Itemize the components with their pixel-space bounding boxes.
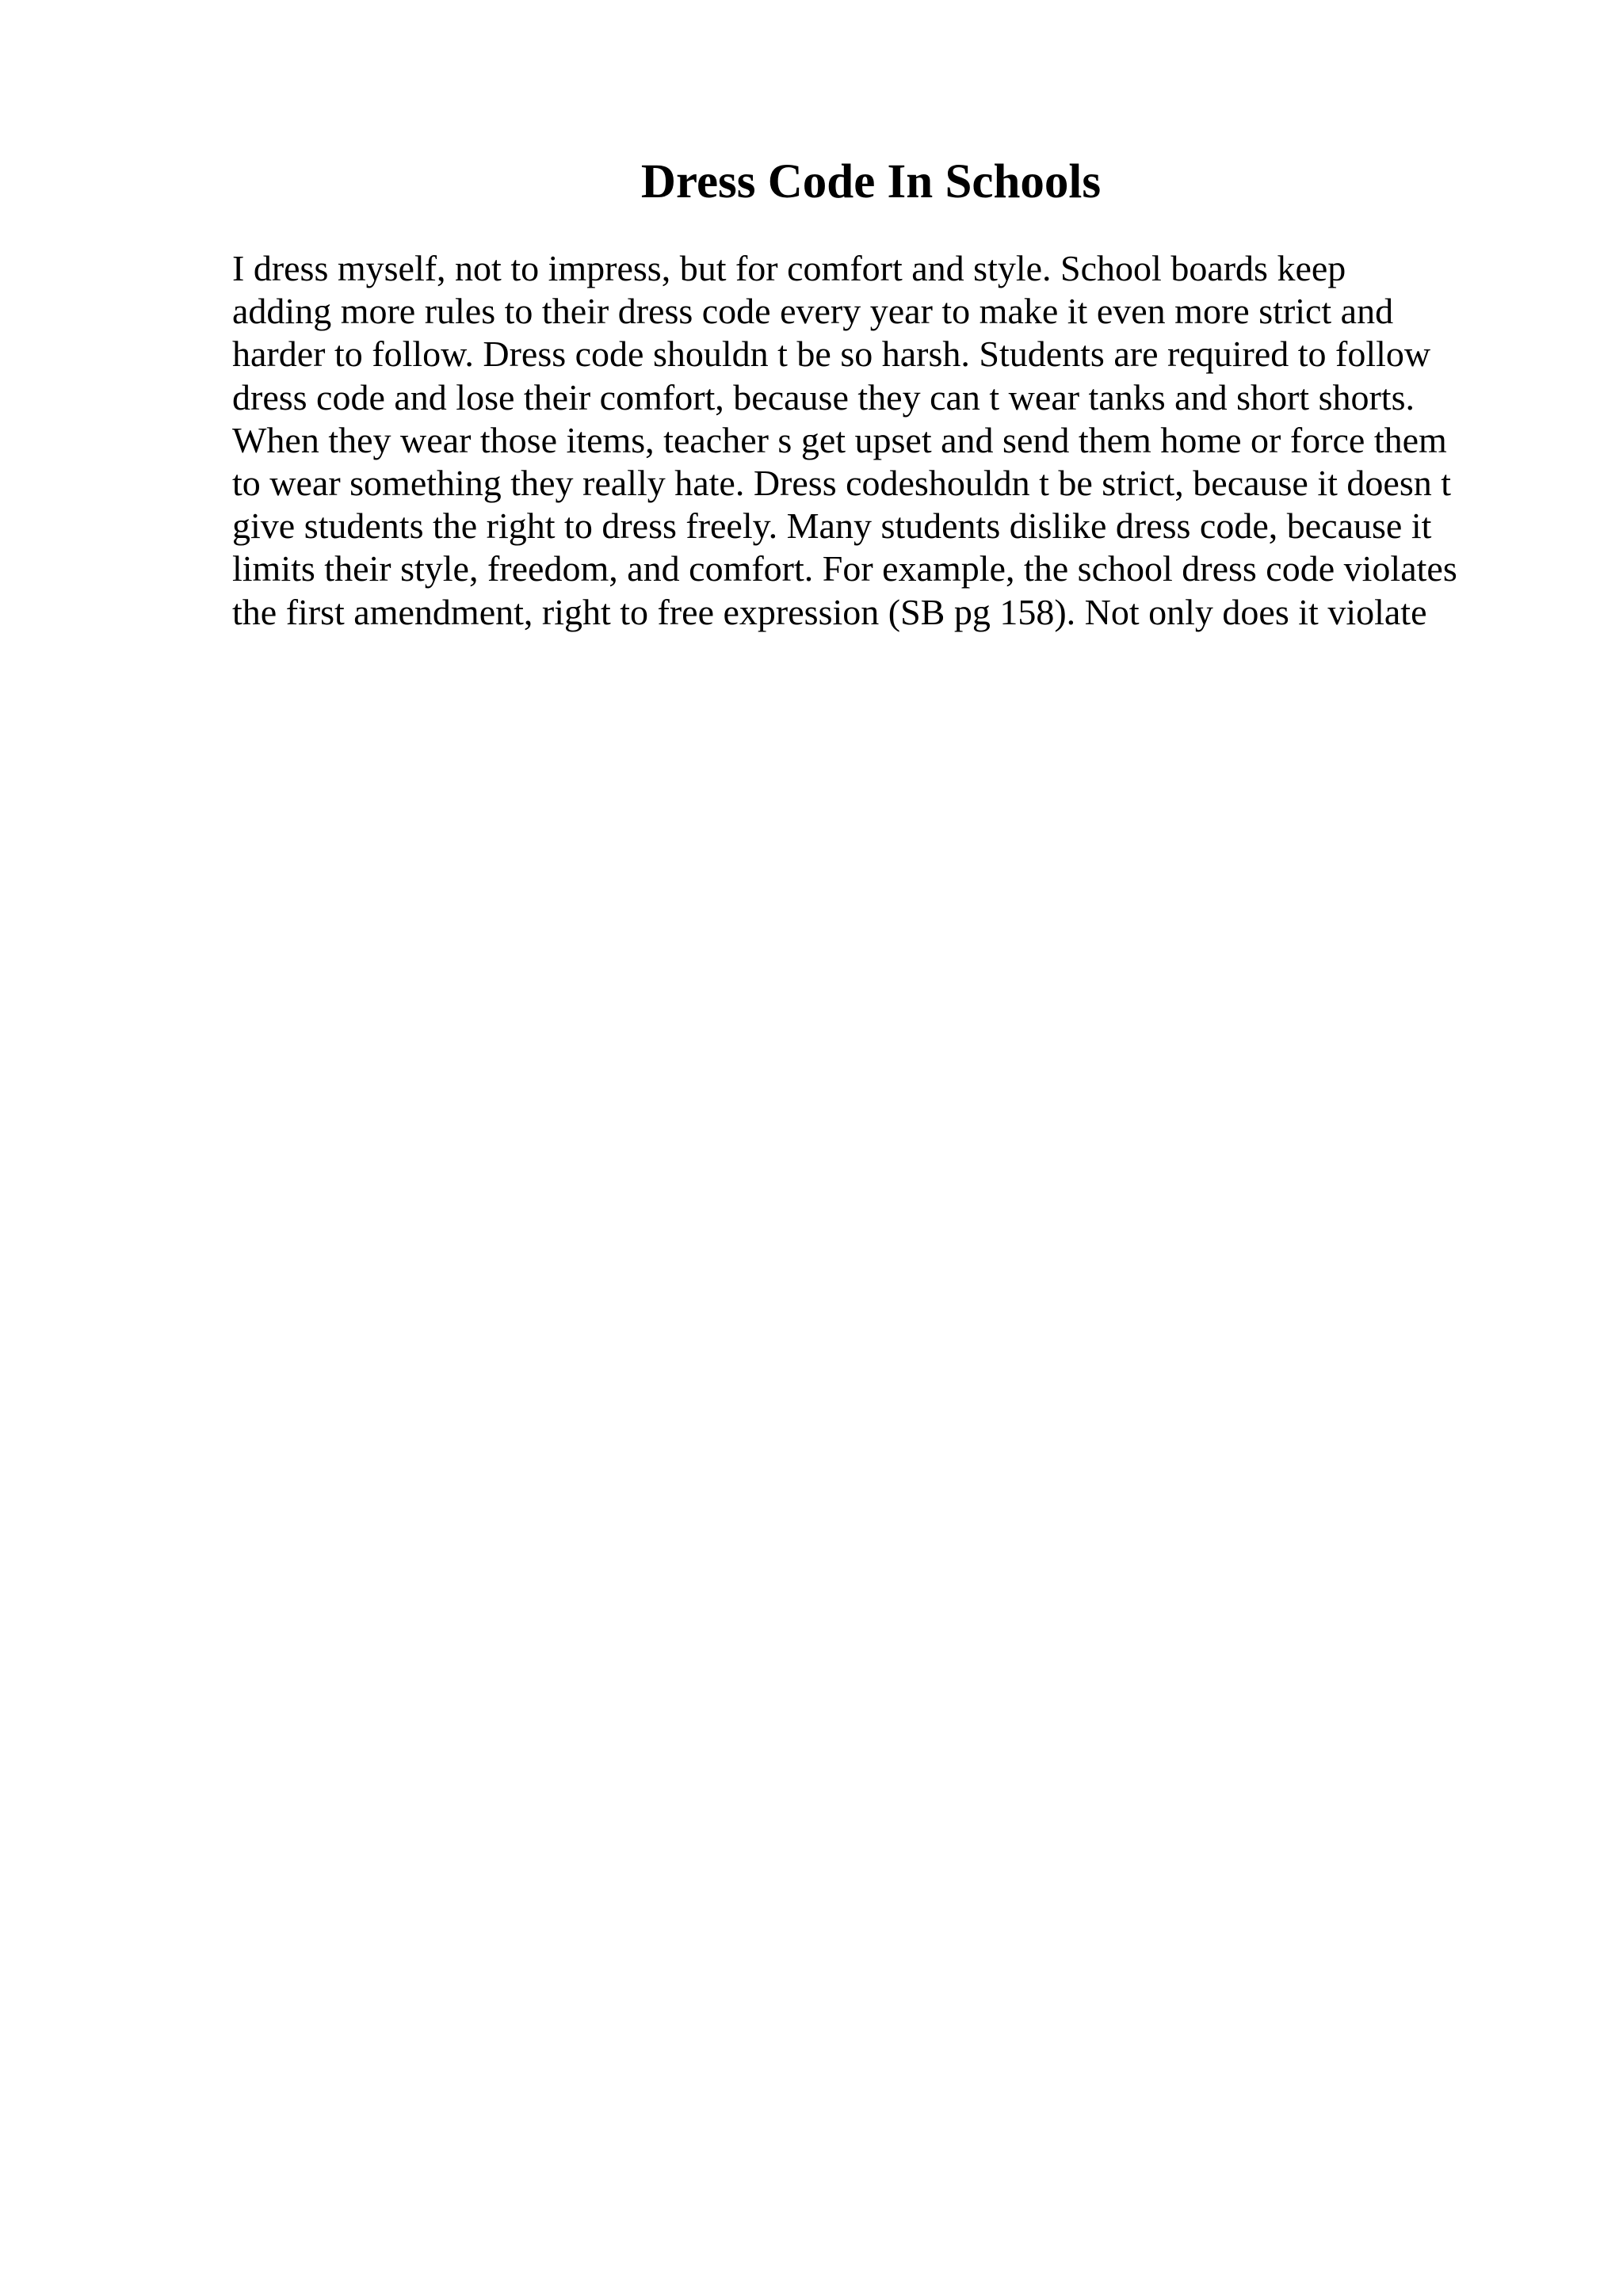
body-line: I dress myself, not to impress, but for comfort and style. School boards keep [232, 248, 1346, 288]
body-line: limits their style, freedom, and comfort. For example, the school dress code violates [232, 548, 1457, 589]
body-line: give students the right to dress freely. Many students dislike dress code, because it [232, 505, 1432, 547]
body-line: the first amendment, right to free expression (SB pg 158). Not only does it violate [232, 591, 1427, 632]
body-line: dress code and lose their comfort, because they can t wear tanks and short shorts. [232, 376, 1415, 418]
body-line: to wear something they really hate. Dress codeshouldn t be strict, because it doesn t [232, 463, 1452, 504]
body-line: When they wear those items, teacher s get upset and send them home or force them [232, 419, 1447, 460]
body-line: adding more rules to their dress code every year to make it even more strict and [232, 291, 1394, 332]
document-body [232, 247, 1500, 634]
document-title: Dress Code In Schools [640, 155, 1102, 208]
body-line: harder to follow. Dress code shouldn t be so harsh. Students are required to follow [232, 334, 1431, 375]
